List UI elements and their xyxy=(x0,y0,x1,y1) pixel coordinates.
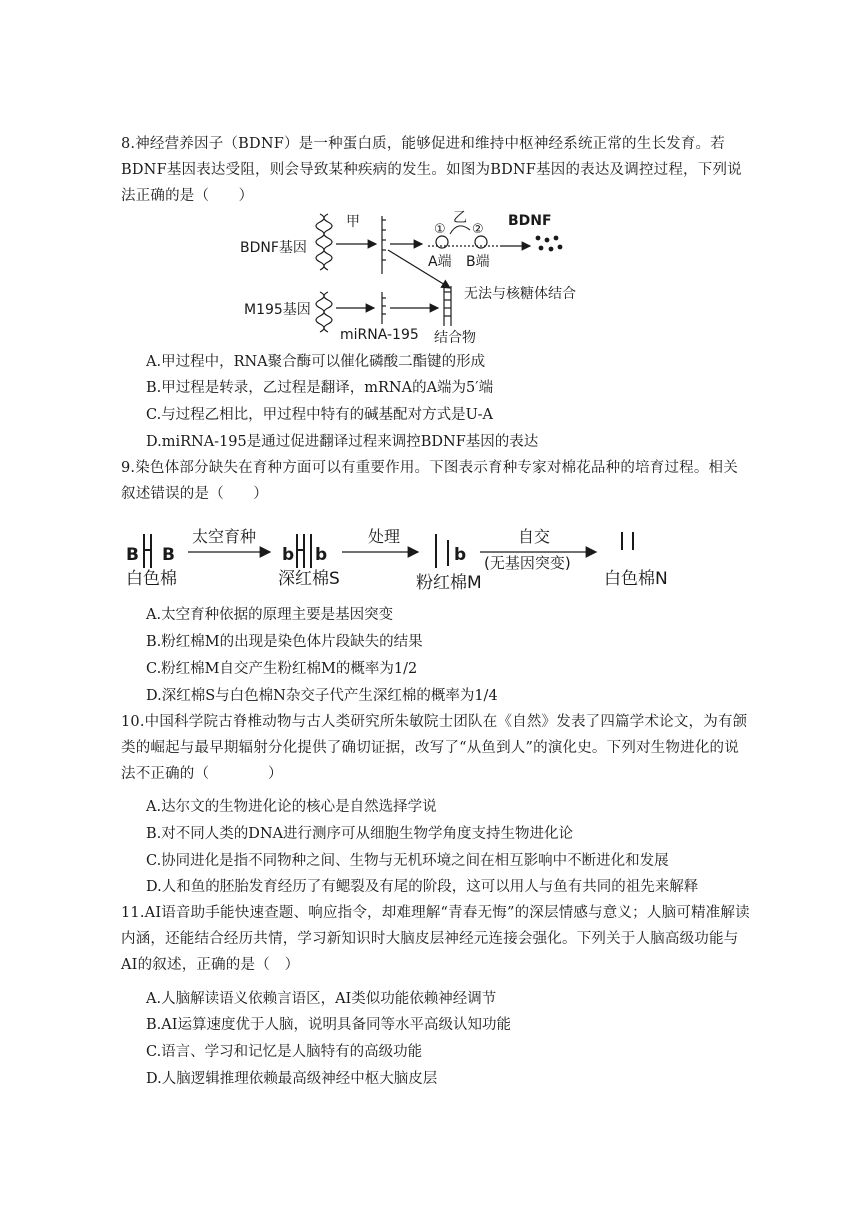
question-8-stem: 8.神经营养因子（BDNF）是一种蛋白质，能够促进和维持中枢神经系统正常的生长发育。若BDNF基因表达受阻，则会导致某种疾病的发生。如图为BDNF基因的表达及调控过程，下列说法正确的是（ ） xyxy=(121,136,742,204)
allele-b1: B xyxy=(126,545,139,565)
bdnf-gene-label: BDNF基因 xyxy=(240,240,307,256)
m195-gene-label: M195基因 xyxy=(244,302,311,318)
mirna-195-strand xyxy=(382,292,386,324)
q11-option-a: A.人脑解读语义依赖言语区，AI类似功能依赖神经调节 xyxy=(146,991,497,1007)
bdnf-product-label: BDNF xyxy=(508,213,552,229)
q9-option-b: B.粉红棉M的出现是染色体片段缺失的结果 xyxy=(146,634,423,650)
cotton-breeding-diagram xyxy=(118,516,708,596)
bdnf-protein-dots xyxy=(536,236,563,252)
allele-b3: b xyxy=(282,545,295,565)
step-3-note: (无基因突变) xyxy=(484,554,571,572)
ribosome-2-label: ② xyxy=(472,222,484,237)
q11-option-c: C.语言、学习和记忆是人脑特有的高级功能 xyxy=(146,1044,423,1060)
q10-option-a: A.达尔文的生物进化论的核心是自然选择学说 xyxy=(146,799,437,815)
plant-1-label: 白色棉 xyxy=(126,569,177,589)
bdnf-mrna xyxy=(382,216,386,274)
mirna-195-label: miRNA-195 xyxy=(340,327,419,343)
step-3-label: 自交 xyxy=(518,527,551,546)
peptide-chain xyxy=(450,226,470,234)
plant-2-label: 深红棉S xyxy=(278,569,340,589)
process-jia-label: 甲 xyxy=(346,214,360,230)
question-10-stem: 10.中国科学院古脊椎动物与古人类研究所朱敏院士团队在《自然》发表了四篇学术论文，为有颌类的崛起与最早期辐射分化提供了确切证据，改写了“从鱼到人”的演化史。下列对生物进化的说法不正确的（ ） xyxy=(121,714,748,782)
m195-dna-helix xyxy=(316,292,332,332)
allele-b2: B xyxy=(162,545,175,565)
plant-3-label: 粉红棉M xyxy=(416,573,482,593)
q9-option-c: C.粉红棉M自交产生粉红棉M的概率为1/2 xyxy=(146,661,418,677)
allele-b5: b xyxy=(454,545,467,565)
q8-option-d: D.miRNA-195是通过促进翻译过程来调控BDNF基因的表达 xyxy=(146,434,539,450)
step-2-label: 处理 xyxy=(368,527,401,546)
process-yi-label: 乙 xyxy=(453,210,467,226)
block-note: 无法与核糖体结合 xyxy=(464,286,576,302)
a-end-label: A端 xyxy=(428,254,452,270)
q10-option-c: C.协同进化是指不同物种之间、生物与无机环境之间在相互影响中不断进化和发展 xyxy=(146,853,669,869)
ribosome-1-label: ① xyxy=(434,222,446,237)
q8-option-b: B.甲过程是转录，乙过程是翻译，mRNA的A端为5′端 xyxy=(146,380,494,396)
q9-option-d: D.深红棉S与白色棉N杂交子代产生深红棉的概率为1/4 xyxy=(146,688,498,704)
q9-option-a: A.太空育种依据的原理主要是基因突变 xyxy=(146,607,394,623)
q10-option-d: D.人和鱼的胚胎发育经历了有鳃裂及有尾的阶段，这可以用人与鱼有共同的祖先来解释 xyxy=(146,879,699,895)
question-11-stem: 11.AI语音助手能快速查题、响应指令，却难理解“青春无悔”的深层情感与意义；人脑可精准解读内涵，还能结合经历共情，学习新知识时大脑皮层神经元连接会强化。下列关于人脑高级功能与AI的叙述，正确的是（ ） xyxy=(121,905,750,973)
q8-option-a: A.甲过程中，RNA聚合酶可以催化磷酸二酯键的形成 xyxy=(146,354,486,370)
bdnf-dna-helix xyxy=(316,214,332,270)
q11-option-d: D.人脑逻辑推理依赖最高级神经中枢大脑皮层 xyxy=(146,1071,438,1087)
b-end-label: B端 xyxy=(466,254,490,270)
step-1-label: 太空育种 xyxy=(192,527,257,546)
q11-option-b: B.AI运算速度优于人脑，说明具备同等水平高级认知功能 xyxy=(146,1017,511,1033)
q8-option-c: C.与过程乙相比，甲过程中特有的碱基配对方式是U-A xyxy=(146,407,494,423)
complex-label: 结合物 xyxy=(434,330,476,346)
binding-complex xyxy=(444,286,451,326)
plant-4-label: 白色棉N xyxy=(604,569,668,589)
allele-b4: b xyxy=(315,545,328,565)
q10-option-b: B.对不同人类的DNA进行测序可从细胞生物学角度支持生物进化论 xyxy=(146,826,574,842)
question-9-stem: 9.染色体部分缺失在育种方面可以有重要作用。下图表示育种专家对棉花品种的培育过程。相关叙述错误的是（ ） xyxy=(121,460,738,502)
bdnf-expression-diagram xyxy=(238,206,618,346)
